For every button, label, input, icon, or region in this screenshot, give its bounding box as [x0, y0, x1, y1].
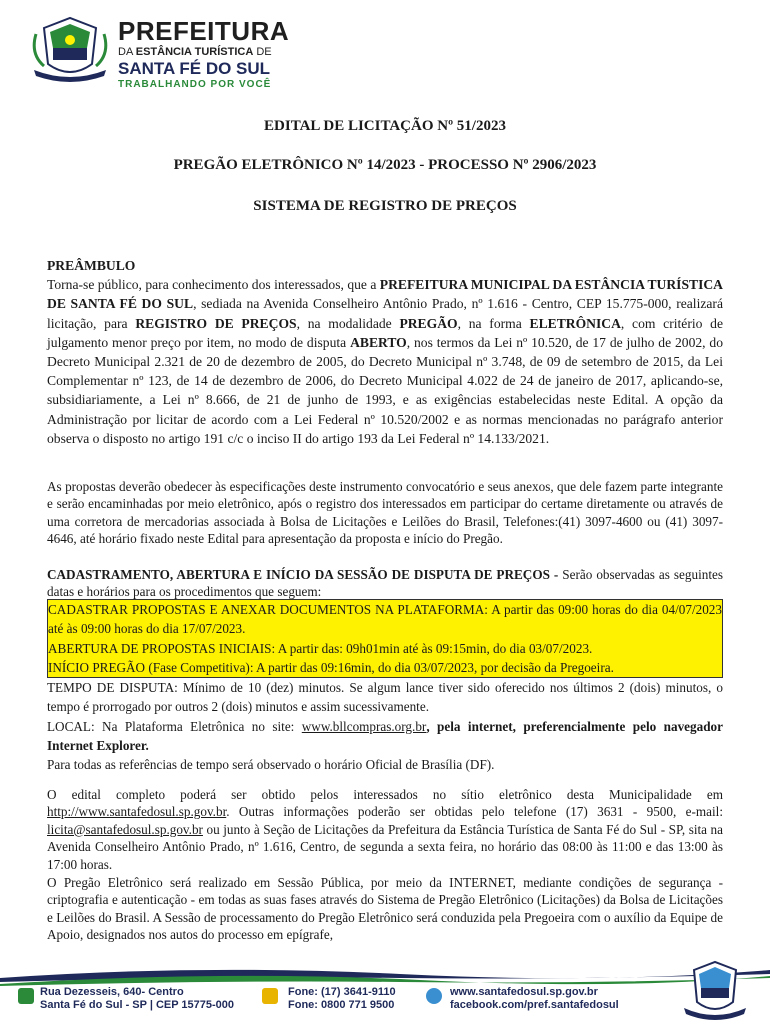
footer-facebook-link[interactable]: facebook.com/pref.santafedosul [450, 999, 619, 1011]
edital-availability-paragraph: O edital completo poderá ser obtido pelos interessados no sítio eletrônico desta Municipalidade em http://www.santafedosul.sp.gov.br. Outras informações poderão ser obtidas pelo telefone (17) 3631 - 9500, e-mail: licita@santafedosul.sp.gov.br ou junto à Seção de Licitações da Prefeitura da Estância Turística de Santa Fé do Sul - SP, sita na Avenida Conselheiro Antônio Prado, nº 1.616, Centro, de segunda a sexta feira, no horário das 08:00 às 11:00 e das 13:00 às 17:00 horas. [47, 787, 723, 872]
schedule-cadastrar: CADASTRAR PROPOSTAS E ANEXAR DOCUMENTOS NA PLATAFORMA: A partir das 09:00 horas do dia 04/07/2023 até às 09:00 horas do dia 17/07/2023. [48, 600, 722, 639]
preamble-section [47, 256, 723, 448]
municipal-crest-icon [30, 14, 110, 84]
schedule-inicio: INÍCIO PREGÃO (Fase Competitiva): A partir das 09:16min, do dia 03/07/2023, por decisão da Pregoeira. [48, 658, 722, 677]
licita-email-link[interactable]: licita@santafedosul.sp.gov.br [47, 821, 203, 837]
sistema-title: SISTEMA DE REGISTRO DE PREÇOS [253, 198, 517, 214]
schedule-local: LOCAL: Na Plataforma Eletrônica no site: www.bllcompras.org.br, pela internet, preferencialmente pelo navegador Internet Explorer. [47, 718, 724, 754]
brand-slogan: TRABALHANDO POR VOCÊ [118, 79, 272, 90]
schedule-highlight-box [47, 599, 723, 678]
preamble-heading: PREÂMBULO [47, 258, 136, 273]
brand-block [118, 18, 289, 91]
footer-web [450, 986, 619, 1012]
cadastramento-paragraph: CADASTRAMENTO, ABERTURA E INÍCIO DA SESSÃO DE DISPUTA DE PREÇOS - Serão observadas as seguintes datas e horários para os procedimentos que seguem: [47, 567, 723, 600]
location-pin-icon [18, 988, 34, 1004]
session-paragraph: O Pregão Eletrônico será realizado em Sessão Pública, por meio da INTERNET, mediante condições de segurança - criptografia e autenticação - em todas as suas fases através do Sistema de Pregão Eletrônico (Licitações) da Bolsa de Licitações e Leilões do Brasil. A Sessão de processamento do Pregão Eletrônico será conduzida pela Pregoeira com o auxílio da Equipe de Apoio, designados nos autos do processo em epígrafe, [47, 875, 723, 943]
letterhead [30, 14, 430, 90]
bllcompras-link[interactable]: www.bllcompras.org.br [301, 718, 427, 734]
footer-phones: Fone: (17) 3641-9110 Fone: 0800 771 9500 [288, 986, 396, 1011]
brand-line-city: SANTA FÉ DO SUL [118, 59, 271, 78]
schedule-tempo: TEMPO DE DISPUTA: Mínimo de 10 (dez) minutos. Se algum lance tiver sido oferecido nos últimos 2 (dois) minutos, o tempo é prorrogado por outros 2 (dois) minutos e assim sucessivamente. [47, 680, 723, 715]
page-footer [0, 960, 770, 1024]
brand-line-estancia: DA ESTÂNCIA TURÍSTICA DE [118, 46, 272, 58]
schedule-abertura: ABERTURA DE PROPOSTAS INICIAIS: A partir das: 09h01min até às 09:15min, do dia 03/07/2023. [48, 639, 722, 658]
pregao-title: PREGÃO ELETRÔNICO Nº 14/2023 - PROCESSO Nº 2906/2023 [173, 157, 597, 173]
proposals-paragraph: As propostas deverão obedecer às especificações deste instrumento convocatório e seus anexos, que dele fazem parte integrante e serão encaminhadas por meio eletrônico, após o registro dos interessados em participar do certame diretamente ou através de uma corretora de mercadorias associada à Bolsa de Licitações e Leilões do Brasil, Telefones:(41) 3097-4600 ou (41) 3097-4646, até horário fixado neste Edital para apresentação da proposta e início do Pregão. [47, 479, 723, 547]
schedule-timezone: Para todas as referências de tempo será observado o horário Oficial de Brasília (DF). [47, 757, 495, 773]
footer-address: Rua Dezesseis, 640- Centro Santa Fé do Sul - SP | CEP 15775-000 [40, 986, 235, 1011]
preamble-text: Torna-se público, para conhecimento dos interessados, que a PREFEITURA MUNICIPAL DA ESTÂNCIA TURÍSTICA DE SANTA FÉ DO SUL, sediada na Avenida Conselheiro Antônio Prado, nº 1.616 - Centro, CEP 15.775-000, realizará licitação, para REGISTRO DE PREÇOS, na modalidade PREGÃO, na forma ELETRÔNICA, com critério de julgamento menor preço por item, no modo de disputa ABERTO, nos termos da Lei nº 10.520, de 17 de julho de 2002, do Decreto Municipal 2.321 de 20 de dezembro de 2005, do Decreto Municipal nº 3.748, de 09 de setembro de 2015, da Lei Complementar nº 123, de 14 de dezembro de 2006, do Decreto Municipal 4.022 de 24 de janeiro de 2017, aplicando-se, subsidiariamente, a Lei nº 8.666, de 21 de junho de 1993, e as exigências estabelecidas neste Edital. A opção da Administração por licitar de acordo com a Lei Federal nº 10.520/2002 e as normas mencionadas no parágrafo anterior observa o disposto no artigo 191 c/c o inciso II do artigo 193 da Lei Federal nº 14.133/2021. [47, 277, 724, 446]
schedule-box [47, 599, 723, 775]
globe-icon [426, 988, 442, 1004]
footer-website-link[interactable]: www.santafedosul.sp.gov.br [450, 986, 598, 998]
brand-line-prefeitura: PREFEITURA [118, 16, 290, 46]
santafe-site-link[interactable]: http://www.santafedosul.sp.gov.br [47, 804, 227, 820]
edital-title: EDITAL DE LICITAÇÃO Nº 51/2023 [264, 118, 506, 134]
phone-icon [262, 988, 278, 1004]
footer-crest-icon [680, 960, 750, 1024]
